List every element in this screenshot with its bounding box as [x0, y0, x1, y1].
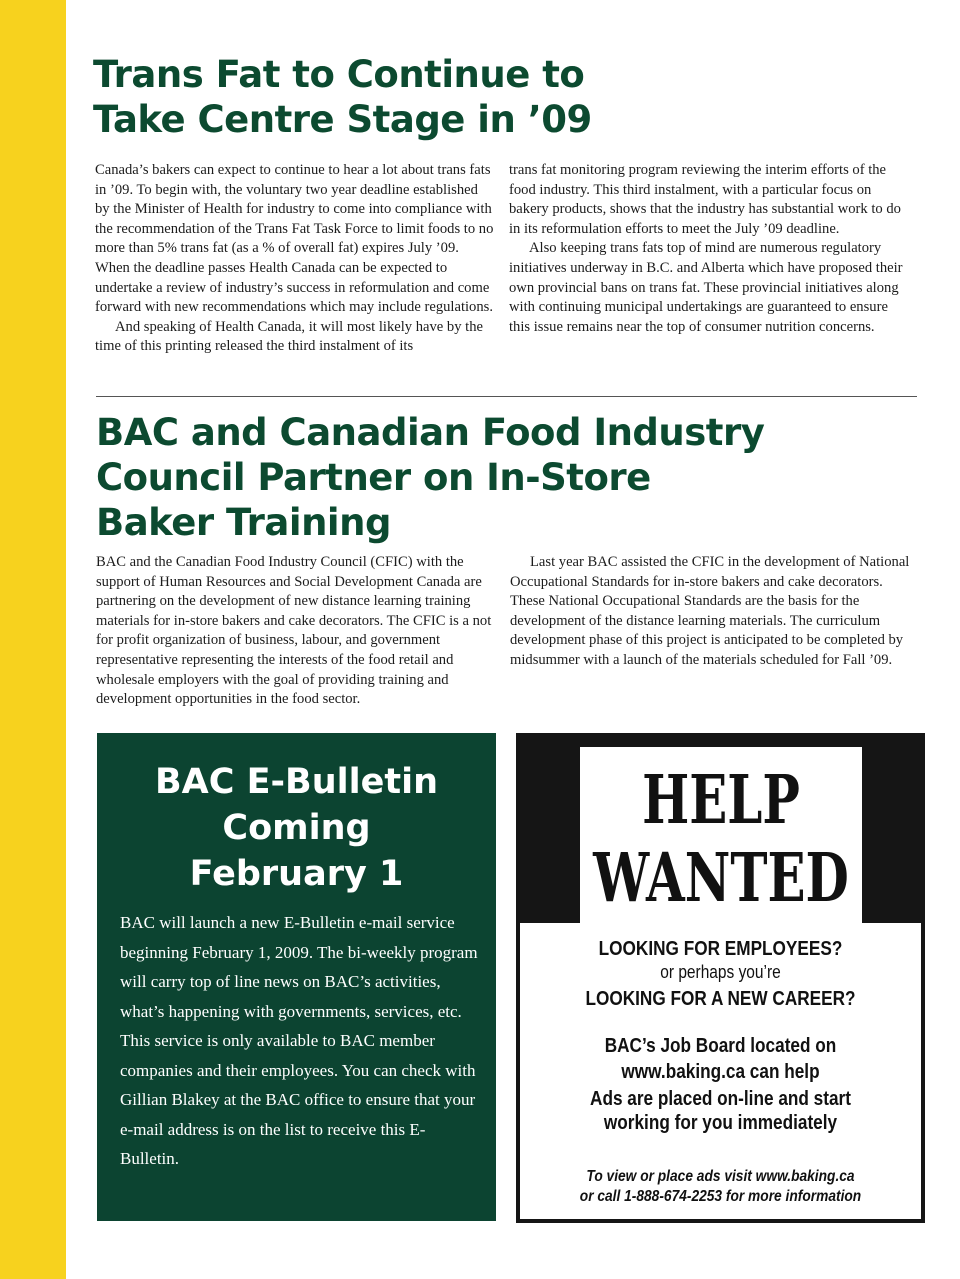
ad-text-line: Ads are placed on-line and start	[590, 1088, 851, 1110]
article1-left-column	[95, 161, 495, 357]
title-line: Council Partner on In-Store	[96, 456, 651, 499]
article2-right-column	[510, 553, 910, 671]
title-line: February 1	[189, 854, 404, 894]
ad-line: or perhaps you’re	[660, 962, 781, 982]
paragraph: Last year BAC assisted the CFIC in the development of National Occupational Standards for in-store bakers and cake decorators. These National Occupational Standards are the basis for the development of the distance learning materials. The curriculum development phase of this project is anticipated to be completed by midsummer with a launch of the materials scheduled for Fall ’09.	[510, 554, 910, 668]
e-bulletin-box	[97, 733, 496, 1221]
title-line: Coming	[222, 808, 371, 848]
help-wanted-ad	[516, 733, 925, 1223]
paragraph: Also keeping trans fats top of mind are numerous regulatory initiatives underway in B.C. and Alberta which have proposed their own provincial bans on trans fat. These provincial initiatives along with continuing municipal undertakings are guaranteed to ensure this issue remains near the top of consumer nutrition concerns.	[509, 240, 903, 335]
ad-text-line: or call 1-888-674-2253 for more information	[579, 1188, 862, 1205]
title-line: Trans Fat to Continue to	[93, 53, 585, 96]
yellow-side-bar	[0, 0, 66, 1279]
e-bulletin-title	[97, 759, 496, 897]
ad-link-text: www.baking.ca can help	[621, 1061, 820, 1083]
ad-text-line: To view or place ads visit www.baking.ca	[586, 1168, 855, 1185]
paragraph: trans fat monitoring program reviewing the interim efforts of the food industry. This third instalment, with a particular focus on bakery products, shows that the industry has substantial work to do in its reformulation efforts to meet the July ’09 deadline.	[509, 162, 901, 237]
article1-right-column	[509, 161, 909, 337]
ad-contact-line	[545, 1167, 897, 1207]
ad-line: LOOKING FOR EMPLOYEES?	[598, 938, 843, 960]
e-bulletin-body: BAC will launch a new E-Bulletin e-mail service beginning February 1, 2009. The bi-weekly program will carry top of line news on BAC’s activities, what’s happening with governments, services, etc. This service is only available to BAC member companies and their employees. You can check with Gillian Blakey at the BAC office to ensure that your e-mail address is on the list to receive this E-Bulletin.	[120, 913, 478, 1168]
title-line: BAC E-Bulletin	[154, 762, 439, 802]
ad-line	[545, 1033, 897, 1085]
section-divider	[96, 396, 917, 397]
paragraph: Canada’s bakers can expect to continue to hear a lot about trans fats in ’09. To begin with, the voluntary two year deadline established by the Minister of Health for industry to come into compliance with the recommendation of the Trans Fat Task Force to limit foods to no more than 5% trans fat (as a % of overall fat) expires July ’09. When the deadline passes Health Canada can be expected to undertake a review of industry’s success in reformulation and come forward with new recommendations which may include regulations.	[95, 162, 494, 316]
paragraph: BAC and the Canadian Food Industry Council (CFIC) with the support of Human Resources and Social Development Canada are partnering on the development of new distance learning training materials for in-store bakers and cake decorators. The CFIC is a not for profit organization of business, labour, and government representative representing the interests of the food retail and wholesale employers with the goal of providing training and development opportunities in the food sector.	[96, 554, 492, 708]
title-line: Take Centre Stage in ’09	[93, 98, 592, 141]
ad-text-line: BAC’s Job Board located on	[604, 1035, 837, 1057]
article-title-trans-fat	[93, 52, 733, 142]
ad-text-line: working for you immediately	[603, 1112, 838, 1134]
title-line: BAC and Canadian Food Industry	[96, 411, 765, 454]
ad-line	[545, 1087, 897, 1135]
article-title-bac-cfic	[96, 410, 876, 545]
title-line: Baker Training	[96, 501, 391, 544]
wanted-text: WANTED	[593, 837, 849, 917]
ad-line: LOOKING FOR A NEW CAREER?	[585, 988, 856, 1010]
article2-left-column	[96, 553, 494, 710]
paragraph: And speaking of Health Canada, it will most likely have by the time of this printing released the third instalment of its	[95, 318, 484, 355]
help-text: HELP	[642, 759, 800, 839]
